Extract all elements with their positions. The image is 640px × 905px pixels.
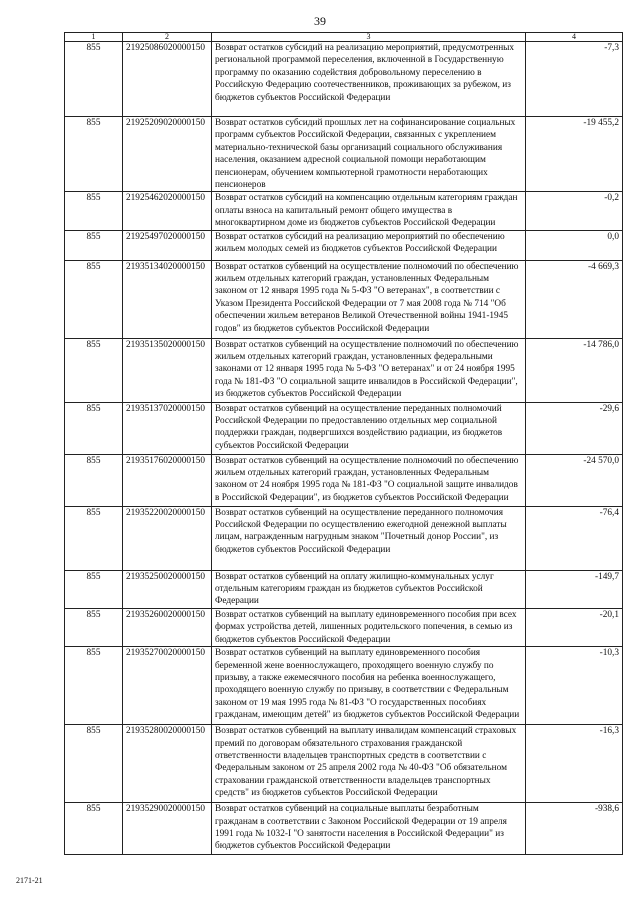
description-cell: Возврат остатков субвенций на осуществление переданных полномочий Российской Федерации по предоставлению отдельных мер социальной поддержки граждан, подвергшихся воздействию радиации, из бюджетов субъектов Российской Федерации xyxy=(212,402,526,454)
budget-code-cell: 21935220020000150 xyxy=(123,506,212,570)
table-row xyxy=(65,647,623,725)
admin-code-cell: 855 xyxy=(65,608,123,646)
description-cell: Возврат остатков субвенций на выплату инвалидам компенсаций страховых премий по договорам обязательного страхования гражданской ответственности владельцев транспортных средств в соответствии с Федеральным законом от 25 апреля 2002 года № 40-ФЗ "Об обязательном страховании гражданской ответственности владельцев транспортных средств" из бюджетов субъектов Российской Федерации xyxy=(212,725,526,803)
admin-code-cell: 855 xyxy=(65,803,123,855)
amount-cell: -24 570,0 xyxy=(526,454,623,506)
description-cell: Возврат остатков субвенций на социальные выплаты безработным гражданам в соответствии с Законом Российской Федерации от 19 апреля 1991 года № 1032-I "О занятости населения в Российской Федерации" из бюджетов субъектов Российской Федерации xyxy=(212,803,526,855)
column-header-2: 2 xyxy=(123,33,212,42)
table-row xyxy=(65,506,623,570)
budget-code-cell: 21935280020000150 xyxy=(123,725,212,803)
budget-code-cell: 21935134020000150 xyxy=(123,260,212,338)
admin-code-cell: 855 xyxy=(65,42,123,117)
description-cell: Возврат остатков субвенций на осуществление переданного полномочия Российской Федерации по осуществлению ежегодной денежной выплаты лицам, награжденным нагрудным знаком "Почетный донор России", из бюджетов субъектов Российской Федерации xyxy=(212,506,526,570)
amount-cell: 0,0 xyxy=(526,230,623,260)
table-row xyxy=(65,454,623,506)
amount-cell: -20,1 xyxy=(526,608,623,646)
amount-cell: -16,3 xyxy=(526,725,623,803)
amount-cell: -938,6 xyxy=(526,803,623,855)
description-cell: Возврат остатков субвенций на осуществление полномочий по обеспечению жильем отдельных категорий граждан, установленных Федеральным законом от 12 января 1995 года № 5-ФЗ "О ветеранах", в соответствии с Указом Президента Российской Федерации от 7 мая 2008 года № 714 "Об обеспечении жильем ветеранов Великой Отечественной войны 1941-1945 годов" из бюджетов субъектов Российской Федерации xyxy=(212,260,526,338)
admin-code-cell: 855 xyxy=(65,454,123,506)
column-header-1: 1 xyxy=(65,33,123,42)
budget-code-cell: 21935270020000150 xyxy=(123,647,212,725)
budget-code-cell: 21935176020000150 xyxy=(123,454,212,506)
admin-code-cell: 855 xyxy=(65,725,123,803)
budget-code-cell: 21935260020000150 xyxy=(123,608,212,646)
table-row xyxy=(65,402,623,454)
admin-code-cell: 855 xyxy=(65,260,123,338)
table-row xyxy=(65,570,623,608)
admin-code-cell: 855 xyxy=(65,402,123,454)
budget-code-cell: 21925209020000150 xyxy=(123,117,212,192)
description-cell: Возврат остатков субвенций на осуществление полномочий по обеспечению жильем отдельных категорий граждан, установленных Федеральным законом от 24 ноября 1995 года № 181-ФЗ "О социальной защите инвалидов в Российской Федерации", из бюджетов субъектов Российской Федерации xyxy=(212,454,526,506)
budget-code-cell: 21925462020000150 xyxy=(123,192,212,230)
admin-code-cell: 855 xyxy=(65,338,123,402)
description-cell: Возврат остатков субвенций на осуществление полномочий по обеспечению жильем отдельных категорий граждан, установленных федеральными законами от 12 января 1995 года № 5-ФЗ "О ветеранах" и от 24 ноября 1995 года № 181-ФЗ "О социальной защите инвалидов в Российской Федерации", из бюджетов субъектов Российской Федерации xyxy=(212,338,526,402)
admin-code-cell: 855 xyxy=(65,506,123,570)
description-cell: Возврат остатков субсидий прошлых лет на софинансирование социальных программ субъектов Российской Федерации, связанных с укреплением материально-технической базы организаций социального обслуживания населения, оказанием адресной социальной помощи неработающим пенсионерам, обучением компьютерной грамотности неработающих пенсионеров xyxy=(212,117,526,192)
amount-cell: -19 455,2 xyxy=(526,117,623,192)
budget-code-cell: 21925497020000150 xyxy=(123,230,212,260)
table-body xyxy=(65,42,623,855)
amount-cell: -7,3 xyxy=(526,42,623,117)
amount-cell: -14 786,0 xyxy=(526,338,623,402)
description-cell: Возврат остатков субвенций на выплату единовременного пособия беременной жене военнослужащего, проходящего военную службу по призыву, а также ежемесячного пособия на ребенка военнослужащего, проходящего военную службу по призыву, в соответствии с Федеральным законом от 19 мая 1995 года № 81-ФЗ "О государственных пособиях гражданам, имеющим детей" из бюджетов субъектов Российской Федерации xyxy=(212,647,526,725)
admin-code-cell: 855 xyxy=(65,570,123,608)
admin-code-cell: 855 xyxy=(65,192,123,230)
budget-code-cell: 21925086020000150 xyxy=(123,42,212,117)
column-header-4: 4 xyxy=(526,33,623,42)
amount-cell: -149,7 xyxy=(526,570,623,608)
amount-cell: -0,2 xyxy=(526,192,623,230)
column-header-3: 3 xyxy=(212,33,526,42)
footer-code: 2171-21 xyxy=(16,876,43,885)
table-header-row xyxy=(65,33,623,42)
table-row xyxy=(65,338,623,402)
table-row xyxy=(65,725,623,803)
table-row xyxy=(65,608,623,646)
admin-code-cell: 855 xyxy=(65,647,123,725)
page-number: 39 xyxy=(314,14,326,28)
table-row xyxy=(65,230,623,260)
budget-code-cell: 21935290020000150 xyxy=(123,803,212,855)
description-cell: Возврат остатков субсидий на компенсацию отдельным категориям граждан оплаты взноса на капитальный ремонт общего имущества в многоквартирном доме из бюджетов субъектов Российской Федерации xyxy=(212,192,526,230)
amount-cell: -10,3 xyxy=(526,647,623,725)
table-row xyxy=(65,260,623,338)
admin-code-cell: 855 xyxy=(65,230,123,260)
budget-code-cell: 21935250020000150 xyxy=(123,570,212,608)
description-cell: Возврат остатков субвенций на оплату жилищно-коммунальных услуг отдельным категориям граждан из бюджетов субъектов Российской Федерации xyxy=(212,570,526,608)
amount-cell: -4 669,3 xyxy=(526,260,623,338)
description-cell: Возврат остатков субсидий на реализацию мероприятий по обеспечению жильем молодых семей из бюджетов субъектов Российской Федерации xyxy=(212,230,526,260)
budget-code-cell: 21935137020000150 xyxy=(123,402,212,454)
description-cell: Возврат остатков субсидий на реализацию мероприятий, предусмотренных региональной программой переселения, включенной в Государственную программу по оказанию содействия добровольному переселению в Российскую Федерацию соотечественников, проживающих за рубежом, из бюджетов субъектов Российской Федерации xyxy=(212,42,526,117)
description-cell: Возврат остатков субвенций на выплату единовременного пособия при всех формах устройства детей, лишенных родительского попечения, в семью из бюджетов субъектов Российской Федерации xyxy=(212,608,526,646)
table-row xyxy=(65,192,623,230)
table-row xyxy=(65,42,623,117)
amount-cell: -76,4 xyxy=(526,506,623,570)
table-row xyxy=(65,117,623,192)
amount-cell: -29,6 xyxy=(526,402,623,454)
budget-table xyxy=(64,32,623,855)
admin-code-cell: 855 xyxy=(65,117,123,192)
budget-code-cell: 21935135020000150 xyxy=(123,338,212,402)
table-row xyxy=(65,803,623,855)
